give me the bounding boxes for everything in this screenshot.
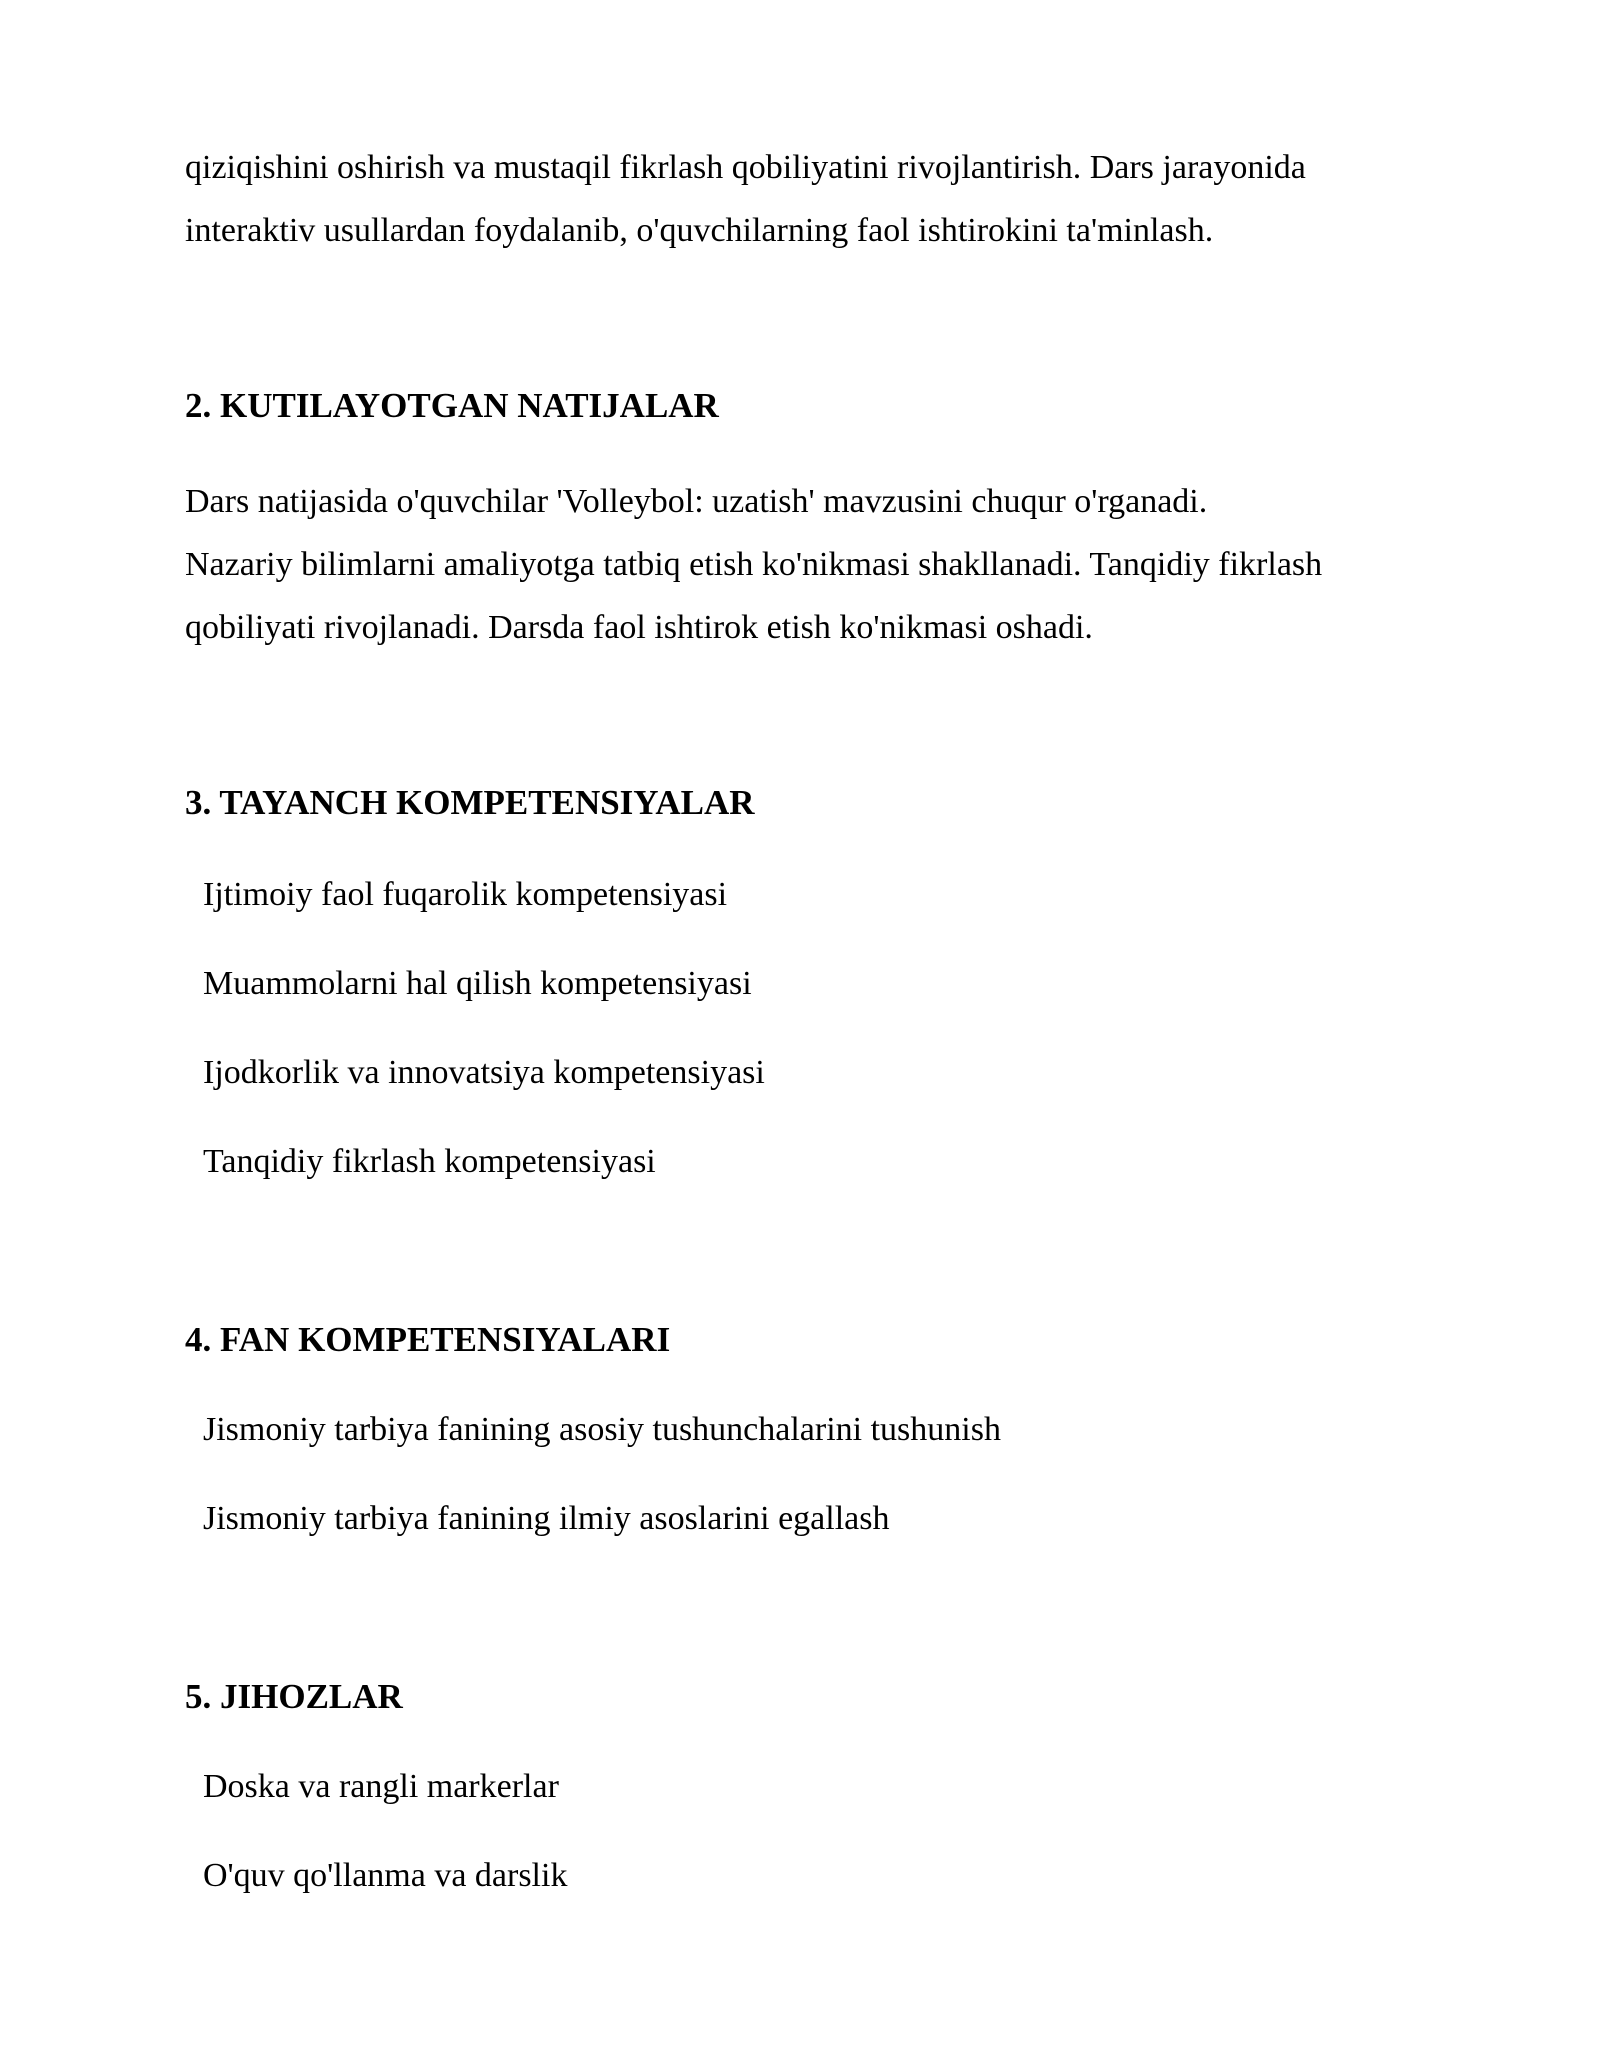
paragraph-line: Dars natijasida o'quvchilar 'Volleybol: uzatish' mavzusini chuqur o'rganadi.: [185, 483, 1208, 520]
section-heading-expected-results: 2. KUTILAYOTGAN NATIJALAR: [185, 386, 719, 425]
section-heading-core-competencies: 3. TAYANCH KOMPETENSIYALAR: [185, 783, 755, 822]
section-heading-equipment: 5. JIHOZLAR: [185, 1677, 403, 1716]
section-heading-subject-competencies: 4. FAN KOMPETENSIYALARI: [185, 1320, 671, 1359]
list-item: Muammolarni hal qilish kompetensiyasi: [203, 965, 752, 1002]
list-item: Jismoniy tarbiya fanining ilmiy asoslarini egallash: [203, 1500, 890, 1537]
intro-line: qiziqishini oshirish va mustaqil fikrlash qobiliyatini rivojlantirish. Dars jarayonida: [185, 149, 1306, 186]
list-item: Ijtimoiy faol fuqarolik kompetensiyasi: [203, 876, 728, 913]
list-item: Jismoniy tarbiya fanining asosiy tushunchalarini tushunish: [203, 1411, 1001, 1448]
paragraph-line: qobiliyati rivojlanadi. Darsda faol ishtirok etish ko'nikmasi oshadi.: [185, 609, 1093, 646]
list-item: O'quv qo'llanma va darslik: [203, 1857, 568, 1894]
list-item: Doska va rangli markerlar: [203, 1768, 559, 1805]
list-item: Ijodkorlik va innovatsiya kompetensiyasi: [203, 1054, 765, 1091]
list-item: Tanqidiy fikrlash kompetensiyasi: [203, 1143, 656, 1180]
intro-line: interaktiv usullardan foydalanib, o'quvchilarning faol ishtirokini ta'minlash.: [185, 212, 1214, 249]
paragraph-line: Nazariy bilimlarni amaliyotga tatbiq etish ko'nikmasi shakllanadi. Tanqidiy fikrlash: [185, 546, 1323, 583]
intro-paragraph: [185, 136, 1445, 262]
expected-results-paragraph: [185, 470, 1445, 659]
